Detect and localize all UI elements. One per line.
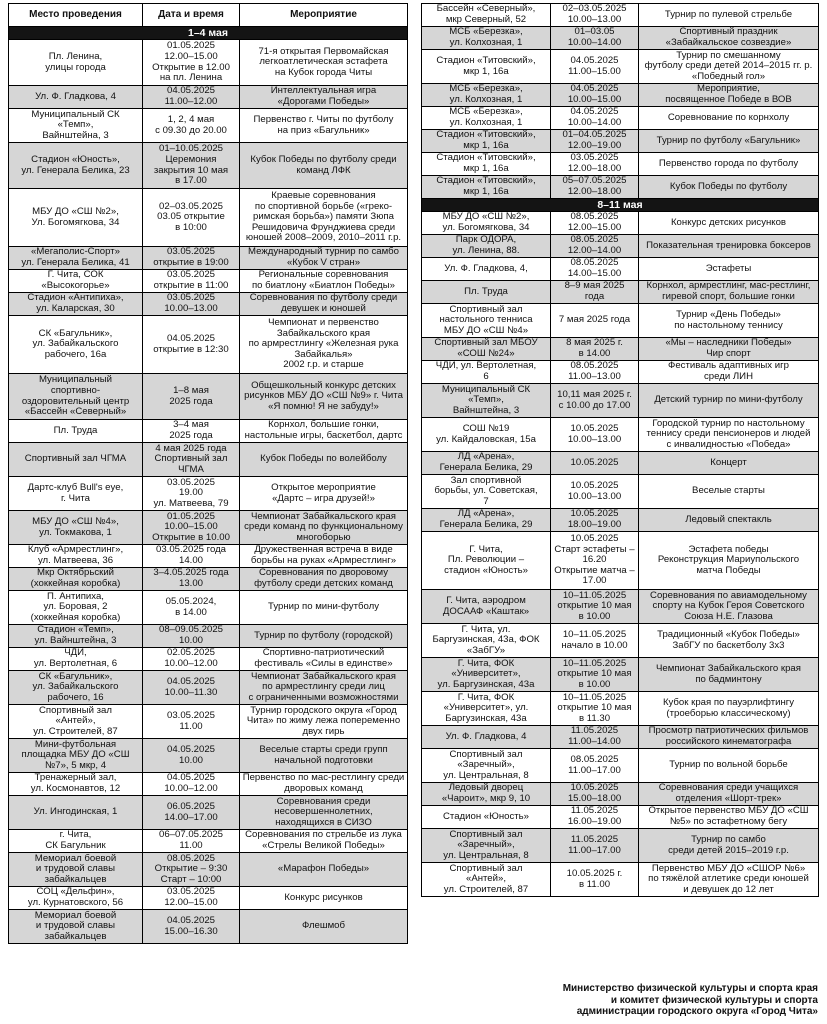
table-row bbox=[9, 143, 408, 189]
cell-place: СК «Багульник», ул. Забайкальского рабочего, 16 bbox=[9, 671, 143, 705]
cell-date: 10.05.2025 18.00–19.00 bbox=[551, 509, 639, 532]
cell-date: 04.05.2025 10.00–14.00 bbox=[551, 107, 639, 130]
cell-date: 04.05.2025 10.00 bbox=[143, 739, 240, 773]
cell-event: Первенство МБУ ДО «СШОР №6» по тяжёлой атлетике среди юношей и девушек до 12 лет bbox=[639, 863, 819, 897]
cell-date: 01.05.2025 10.00–15.00 Открытие в 10.00 bbox=[143, 511, 240, 545]
cell-event: Открытое первенство МБУ ДО «СШ №5» по эстафетному бегу bbox=[639, 806, 819, 829]
table-row bbox=[422, 50, 819, 84]
cell-place: Г. Чита, ФОК «Университет», ул. Баргузинская, 43а bbox=[422, 692, 551, 726]
cell-place: Стадион «Титовский», мкр 1, 16а bbox=[422, 176, 551, 199]
cell-event: Чемпионат Забайкальского края по армрестлингу среди лиц с ограниченными возможностями bbox=[240, 671, 408, 705]
cell-event: Мероприятие, посвященное Победе в ВОВ bbox=[639, 84, 819, 107]
cell-date: 04.05.2025 открытие в 12:30 bbox=[143, 316, 240, 374]
cell-event: Показательная тренировка боксеров bbox=[639, 235, 819, 258]
schedule-column-right bbox=[421, 3, 818, 897]
cell-date: 10,11 мая 2025 г. с 10.00 до 17.00 bbox=[551, 384, 639, 418]
cell-place: г. Чита, СК Багульник bbox=[9, 830, 143, 853]
cell-date: 01–04.05.2025 12.00–19.00 bbox=[551, 130, 639, 153]
cell-date: 05.05.2024, в 14.00 bbox=[143, 591, 240, 625]
cell-date: 10–11.05.2025 открытие 10 мая в 11.30 bbox=[551, 692, 639, 726]
cell-date: 10.05.2025 10.00–13.00 bbox=[551, 475, 639, 509]
cell-place: МСБ «Березка», ул. Колхозная, 1 bbox=[422, 27, 551, 50]
cell-date: 3–4.05.2025 года 13.00 bbox=[143, 568, 240, 591]
cell-date: 10.05.2025 г. в 11.00 bbox=[551, 863, 639, 897]
cell-date: 03.05.2025 года 14.00 bbox=[143, 545, 240, 568]
cell-event: Соревнования по стрельбе из лука «Стрелы Великой Победы» bbox=[240, 830, 408, 853]
table-row bbox=[9, 648, 408, 671]
cell-event: Общешкольный конкурс детских рисунков МБУ ДО «СШ №9» г. Чита «Я помню! Я не забуду!» bbox=[240, 374, 408, 420]
cell-event: Турнир городского округа «Город Чита» по жиму лежа попеременно двух гирь bbox=[240, 705, 408, 739]
cell-date: 01.05.2025 12.00–15.00 Открытие в 12.00 на пл. Ленина bbox=[143, 40, 240, 86]
cell-event: Кубок Победы по волейболу bbox=[240, 443, 408, 477]
cell-place: Г. Чита, Пл. Революции – стадион «Юность» bbox=[422, 532, 551, 590]
header-date: Дата и время bbox=[143, 4, 240, 27]
table-row bbox=[422, 783, 819, 806]
table-row bbox=[422, 806, 819, 829]
cell-place: Пл. Ленина, улицы города bbox=[9, 40, 143, 86]
cell-date: 1–8 мая 2025 года bbox=[143, 374, 240, 420]
table-row bbox=[422, 361, 819, 384]
cell-event: Чемпионат и первенство Забайкальского края по армрестлингу «Железная рука Забайкалья» 2002 г.р. и старше bbox=[240, 316, 408, 374]
cell-place: Мемориал боевой и трудовой славы забайкальцев bbox=[9, 853, 143, 887]
table-row bbox=[422, 84, 819, 107]
cell-place: ЛД «Арена», Генерала Белика, 29 bbox=[422, 509, 551, 532]
cell-place: СОШ №19 ул. Кайдаловская, 15а bbox=[422, 418, 551, 452]
cell-event: Конкурс детских рисунков bbox=[639, 212, 819, 235]
table-row bbox=[422, 176, 819, 199]
table-row bbox=[422, 212, 819, 235]
schedule-body-right bbox=[422, 4, 819, 897]
cell-event: «Марафон Победы» bbox=[240, 853, 408, 887]
cell-place: Тренажерный зал, ул. Космонавтов, 12 bbox=[9, 773, 143, 796]
table-row bbox=[9, 247, 408, 270]
cell-event: Корнхол, большие гонки, настольные игры, баскетбол, дартс bbox=[240, 420, 408, 443]
cell-place: Ул. Ф. Гладкова, 4 bbox=[422, 726, 551, 749]
cell-date: 08.05.2025 11.00–17.00 bbox=[551, 749, 639, 783]
cell-event: Соревнования по авиамодельному спорту на Кубок Героя Советского Союза Н.Е. Глазова bbox=[639, 590, 819, 624]
cell-date: 04.05.2025 11.00–12.00 bbox=[143, 86, 240, 109]
cell-event: Спортивно-патриотический фестиваль «Силы в единстве» bbox=[240, 648, 408, 671]
cell-place: Стадион «Юность» bbox=[422, 806, 551, 829]
cell-event: Турнир по мини-футболу bbox=[240, 591, 408, 625]
cell-event: Чемпионат Забайкальского края среди команд по функциональному многоборью bbox=[240, 511, 408, 545]
table-row bbox=[422, 418, 819, 452]
cell-event: Первенство г. Читы по футболу на приз «Багульник» bbox=[240, 109, 408, 143]
cell-date: 03.05.2025 12.00–18.00 bbox=[551, 153, 639, 176]
cell-date: 03.05.2025 открытие в 19:00 bbox=[143, 247, 240, 270]
cell-event: Турнир по смешанному футболу среди детей 2014–2015 гг. р. «Победный гол» bbox=[639, 50, 819, 84]
cell-place: Г. Чита, ФОК «Университет», ул. Баргузинская, 43а bbox=[422, 658, 551, 692]
cell-place: ЧДИ, ул. Вертолетная, 6 bbox=[9, 648, 143, 671]
table-row bbox=[422, 452, 819, 475]
cell-event: 71-я открытая Первомайская легкоатлетическая эстафета на Кубок города Читы bbox=[240, 40, 408, 86]
table-row bbox=[9, 796, 408, 830]
schedule-body-left bbox=[9, 27, 408, 944]
cell-event: Соревнования по футболу среди девушек и юношей bbox=[240, 293, 408, 316]
cell-date: 08.05.2025 11.00–13.00 bbox=[551, 361, 639, 384]
cell-place: Г. Чита, СОК «Высокогорье» bbox=[9, 270, 143, 293]
cell-event: Традиционный «Кубок Победы» ЗабГУ по баскетболу 3х3 bbox=[639, 624, 819, 658]
table-row bbox=[9, 671, 408, 705]
table-row bbox=[9, 189, 408, 247]
cell-event: Веселые старты среди групп начальной подготовки bbox=[240, 739, 408, 773]
cell-place: СК «Багульник», ул. Забайкальского рабочего, 16а bbox=[9, 316, 143, 374]
cell-event: Интеллектуальная игра «Дорогами Победы» bbox=[240, 86, 408, 109]
table-row bbox=[9, 477, 408, 511]
cell-place: Стадион «Юность», ул. Генерала Белика, 23 bbox=[9, 143, 143, 189]
cell-place: Спортивный зал ЧГМА bbox=[9, 443, 143, 477]
cell-date: 02.05.2025 10.00–12.00 bbox=[143, 648, 240, 671]
cell-event: Веселые старты bbox=[639, 475, 819, 509]
table-row bbox=[422, 4, 819, 27]
cell-place: МБУ ДО «СШ №4», ул. Токмакова, 1 bbox=[9, 511, 143, 545]
cell-place: Г. Чита, ул. Баргузинская, 43а, ФОК «ЗабГУ» bbox=[422, 624, 551, 658]
cell-date: 10–11.05.2025 начало в 10.00 bbox=[551, 624, 639, 658]
cell-event: Кубок края по пауэрлифтингу (троеборью классическому) bbox=[639, 692, 819, 726]
table-row bbox=[422, 863, 819, 897]
cell-place: Спортивный зал «Антей», ул. Строителей, 87 bbox=[422, 863, 551, 897]
table-row bbox=[9, 316, 408, 374]
cell-event: Концерт bbox=[639, 452, 819, 475]
cell-event: Ледовый спектакль bbox=[639, 509, 819, 532]
cell-place: Стадион «Антипиха», ул. Каларская, 30 bbox=[9, 293, 143, 316]
cell-place: ЛД «Арена», Генерала Белика, 29 bbox=[422, 452, 551, 475]
table-row bbox=[9, 511, 408, 545]
cell-date: 08–09.05.2025 10.00 bbox=[143, 625, 240, 648]
cell-place: Мини-футбольная площадка МБУ ДО «СШ №7», 5 мкр, 4 bbox=[9, 739, 143, 773]
cell-event: Первенство города по футболу bbox=[639, 153, 819, 176]
cell-event: Дружественная встреча в виде борьбы на руках «Армрестлинг» bbox=[240, 545, 408, 568]
cell-date: 08.05.2025 12.00–15.00 bbox=[551, 212, 639, 235]
cell-place: Ул. Ф. Гладкова, 4 bbox=[9, 86, 143, 109]
cell-event: Кубок Победы по футболу среди команд ЛФК bbox=[240, 143, 408, 189]
cell-date: 03.05.2025 10.00–13.00 bbox=[143, 293, 240, 316]
cell-date: 11.05.2025 11.00–17.00 bbox=[551, 829, 639, 863]
table-row bbox=[9, 443, 408, 477]
cell-place: Стадион «Титовский», мкр 1, 16а bbox=[422, 153, 551, 176]
cell-place: Спортивный зал «Антей», ул. Строителей, 87 bbox=[9, 705, 143, 739]
cell-place: Мкр Октябрьский (хоккейная коробка) bbox=[9, 568, 143, 591]
cell-event: Соревнования среди несовершеннолетних, находящихся в СИЗО bbox=[240, 796, 408, 830]
cell-place: Ул. Ф. Гладкова, 4, bbox=[422, 258, 551, 281]
cell-place: МБУ ДО «СШ №2», ул. Богомягкова, 34 bbox=[422, 212, 551, 235]
cell-place: Пл. Труда bbox=[9, 420, 143, 443]
table-row bbox=[9, 86, 408, 109]
cell-event: Краевые соревнования по спортивной борьбе («греко- римская борьба») памяти Зюпа Решидовича Фрунджиева среди юношей 2008–2009, 2010–2011 г.р. bbox=[240, 189, 408, 247]
cell-place: МСБ «Березка», ул. Колхозная, 1 bbox=[422, 84, 551, 107]
cell-event: Турнир по пулевой стрельбе bbox=[639, 4, 819, 27]
table-row bbox=[422, 153, 819, 176]
cell-date: 04.05.2025 15.00–16.30 bbox=[143, 910, 240, 944]
cell-event: Открытое мероприятие «Дартс – игра друзей!» bbox=[240, 477, 408, 511]
table-row bbox=[422, 27, 819, 50]
cell-date: 06.05.2025 14.00–17.00 bbox=[143, 796, 240, 830]
cell-date: 11.05.2025 16.00–19.00 bbox=[551, 806, 639, 829]
cell-place: ЧДИ, ул. Вертолетная, 6 bbox=[422, 361, 551, 384]
table-row bbox=[422, 829, 819, 863]
cell-date: 08.05.2025 Открытие – 9:30 Старт – 10:00 bbox=[143, 853, 240, 887]
cell-place: Бассейн «Северный», мкр Северный, 52 bbox=[422, 4, 551, 27]
cell-event: Кубок Победы по футболу bbox=[639, 176, 819, 199]
cell-place: Стадион «Титовский», мкр 1, 16а bbox=[422, 130, 551, 153]
cell-place: Г. Чита, аэродром ДОСААФ «Каштак» bbox=[422, 590, 551, 624]
table-row bbox=[9, 591, 408, 625]
cell-event: Чемпионат Забайкальского края по бадминтону bbox=[639, 658, 819, 692]
cell-place: Муниципальный СК «Темп», Вайнштейна, 3 bbox=[422, 384, 551, 418]
table-row bbox=[9, 40, 408, 86]
table-row bbox=[9, 773, 408, 796]
cell-place: МБУ ДО «СШ №2», Ул. Богомягкова, 34 bbox=[9, 189, 143, 247]
cell-date: 7 мая 2025 года bbox=[551, 304, 639, 338]
cell-date: 10.05.2025 Старт эстафеты – 16.20 Открытие матча – 17.00 bbox=[551, 532, 639, 590]
cell-event: Эстафета победы Реконструкция Мариупольского матча Победы bbox=[639, 532, 819, 590]
table-row bbox=[9, 270, 408, 293]
cell-date: 05–07.05.2025 12.00–18.00 bbox=[551, 176, 639, 199]
cell-date: 11.05.2025 11.00–14.00 bbox=[551, 726, 639, 749]
table-header-row bbox=[9, 4, 408, 27]
table-row bbox=[422, 107, 819, 130]
cell-date: 10.05.2025 10.00–13.00 bbox=[551, 418, 639, 452]
table-row bbox=[9, 568, 408, 591]
cell-date: 08.05.2025 12.00–14.00 bbox=[551, 235, 639, 258]
cell-date: 04.05.2025 10.00–11.30 bbox=[143, 671, 240, 705]
table-row bbox=[422, 692, 819, 726]
cell-date: 3–4 мая 2025 года bbox=[143, 420, 240, 443]
cell-place: Спортивный зал «Заречный», ул. Центральная, 8 bbox=[422, 829, 551, 863]
cell-place: Муниципальный СК «Темп», Вайнштейна, 3 bbox=[9, 109, 143, 143]
cell-event: Эстафеты bbox=[639, 258, 819, 281]
cell-event: Соревнования по дворовому футболу среди детских команд bbox=[240, 568, 408, 591]
cell-event: Турнир по самбо среди детей 2015–2019 г.р. bbox=[639, 829, 819, 863]
table-row bbox=[422, 658, 819, 692]
cell-place: Стадион «Темп», ул. Вайнштейна, 3 bbox=[9, 625, 143, 648]
cell-place: Спортивный зал настольного тенниса МБУ ДО «СШ №4» bbox=[422, 304, 551, 338]
cell-place: П. Антипиха, ул. Боровая, 2 (хоккейная коробка) bbox=[9, 591, 143, 625]
table-row bbox=[9, 293, 408, 316]
table-row bbox=[422, 749, 819, 783]
cell-place: Мемориал боевой и трудовой славы забайкальцев bbox=[9, 910, 143, 944]
table-row bbox=[9, 830, 408, 853]
cell-place: Пл. Труда bbox=[422, 281, 551, 304]
cell-event: Городской турнир по настольному теннису среди пенсионеров и людей с инвалидностью «Победа» bbox=[639, 418, 819, 452]
cell-event: «Мы – наследники Победы» Чир спорт bbox=[639, 338, 819, 361]
table-row bbox=[422, 726, 819, 749]
schedule-table-left bbox=[8, 3, 408, 944]
section-header-row bbox=[9, 27, 408, 40]
cell-date: 8–9 мая 2025 года bbox=[551, 281, 639, 304]
section-header-row bbox=[422, 199, 819, 212]
cell-event: Региональные соревнования по биатлону «Биатлон Победы» bbox=[240, 270, 408, 293]
cell-place: Спортивный зал «Заречный», ул. Центральная, 8 bbox=[422, 749, 551, 783]
cell-date: 06–07.05.2025 11.00 bbox=[143, 830, 240, 853]
table-row bbox=[9, 374, 408, 420]
cell-place: «Мегаполис-Спорт» ул. Генерала Белика, 41 bbox=[9, 247, 143, 270]
header-place: Место проведения bbox=[9, 4, 143, 27]
table-row bbox=[9, 705, 408, 739]
cell-place: Ледовый дворец «Чароит», мкр 9, 10 bbox=[422, 783, 551, 806]
table-row bbox=[422, 304, 819, 338]
schedule-table-right bbox=[421, 3, 819, 897]
header-event: Мероприятие bbox=[240, 4, 408, 27]
cell-date: 10–11.05.2025 открытие 10 мая в 10.00 bbox=[551, 590, 639, 624]
cell-date: 01–10.05.2025 Церемония закрытия 10 мая в 17.00 bbox=[143, 143, 240, 189]
cell-place: Клуб «Армрестлинг», ул. Матвеева, 36 bbox=[9, 545, 143, 568]
cell-event: Международный турнир по самбо «Кубок V стран» bbox=[240, 247, 408, 270]
cell-event: Флешмоб bbox=[240, 910, 408, 944]
table-row bbox=[9, 887, 408, 910]
cell-date: 03.05.2025 12.00–15.00 bbox=[143, 887, 240, 910]
cell-date: 01–03.05 10.00–14.00 bbox=[551, 27, 639, 50]
table-row bbox=[9, 853, 408, 887]
cell-date: 10–11.05.2025 открытие 10 мая в 10.00 bbox=[551, 658, 639, 692]
cell-place: СОЦ «Дельфин», ул. Курнатовского, 56 bbox=[9, 887, 143, 910]
cell-place: Спортивный зал МБОУ «СОШ №24» bbox=[422, 338, 551, 361]
cell-place: Парк ОДОРА, ул. Ленина, 88. bbox=[422, 235, 551, 258]
cell-date: 8 мая 2025 г. в 14.00 bbox=[551, 338, 639, 361]
organizer-credit: Министерство физической культуры и спорта края и комитет физической культуры и спорта администрации городского округа «Город Чита» bbox=[562, 983, 818, 1017]
cell-date: 03.05.2025 11.00 bbox=[143, 705, 240, 739]
section-title: 8–11 мая bbox=[422, 199, 819, 212]
schedule-column-left bbox=[8, 3, 407, 944]
cell-event: Турнир по вольной борьбе bbox=[639, 749, 819, 783]
cell-event: Корнхол, армрестлинг, мас-рестлинг, гиревой спорт, большие гонки bbox=[639, 281, 819, 304]
table-row bbox=[422, 281, 819, 304]
cell-date: 04.05.2025 10.00–15.00 bbox=[551, 84, 639, 107]
cell-date: 10.05.2025 bbox=[551, 452, 639, 475]
table-row bbox=[422, 130, 819, 153]
cell-event: Первенство по мас-рестлингу среди дворовых команд bbox=[240, 773, 408, 796]
cell-date: 04.05.2025 10.00–12.00 bbox=[143, 773, 240, 796]
cell-event: Детский турнир по мини-футболу bbox=[639, 384, 819, 418]
cell-event: Фестиваль адаптивных игр среди ЛИН bbox=[639, 361, 819, 384]
table-row bbox=[422, 384, 819, 418]
cell-event: Просмотр патриотических фильмов российского кинематографа bbox=[639, 726, 819, 749]
table-row bbox=[9, 625, 408, 648]
cell-date: 10.05.2025 15.00–18.00 bbox=[551, 783, 639, 806]
cell-place: Дартс-клуб Bull's eye, г. Чита bbox=[9, 477, 143, 511]
table-row bbox=[9, 545, 408, 568]
cell-date: 08.05.2025 14.00–15.00 bbox=[551, 258, 639, 281]
cell-event: Турнир по футболу (городской) bbox=[240, 625, 408, 648]
cell-event: Турнир по футболу «Багульник» bbox=[639, 130, 819, 153]
cell-date: 4 мая 2025 года Спортивный зал ЧГМА bbox=[143, 443, 240, 477]
cell-event: Соревнование по корнхолу bbox=[639, 107, 819, 130]
table-row bbox=[422, 509, 819, 532]
cell-date: 03.05.2025 19.00 ул. Матвеева, 79 bbox=[143, 477, 240, 511]
cell-place: Зал спортивной борьбы, ул. Советская, 7 bbox=[422, 475, 551, 509]
cell-place: МСБ «Березка», ул. Колхозная, 1 bbox=[422, 107, 551, 130]
cell-date: 03.05.2025 открытие в 11:00 bbox=[143, 270, 240, 293]
table-row bbox=[422, 624, 819, 658]
table-row bbox=[9, 910, 408, 944]
cell-event: Соревнования среди учащихся отделения «Шорт-трек» bbox=[639, 783, 819, 806]
cell-place: Муниципальный спортивно- оздоровительный центр «Бассейн «Северный» bbox=[9, 374, 143, 420]
table-row bbox=[9, 739, 408, 773]
table-row bbox=[9, 420, 408, 443]
table-row bbox=[422, 258, 819, 281]
table-row bbox=[422, 590, 819, 624]
cell-place: Стадион «Титовский», мкр 1, 16а bbox=[422, 50, 551, 84]
cell-date: 02–03.05.2025 10.00–13.00 bbox=[551, 4, 639, 27]
table-row bbox=[422, 235, 819, 258]
table-row bbox=[9, 109, 408, 143]
cell-event: Спортивный праздник «Забайкальское созвездие» bbox=[639, 27, 819, 50]
table-row bbox=[422, 532, 819, 590]
cell-date: 04.05.2025 11.00–15.00 bbox=[551, 50, 639, 84]
cell-place: Ул. Ингодинская, 1 bbox=[9, 796, 143, 830]
cell-date: 1, 2, 4 мая с 09.30 до 20.00 bbox=[143, 109, 240, 143]
cell-event: Конкурс рисунков bbox=[240, 887, 408, 910]
section-title: 1–4 мая bbox=[9, 27, 408, 40]
table-row bbox=[422, 475, 819, 509]
table-row bbox=[422, 338, 819, 361]
cell-event: Турнир «День Победы» по настольному теннису bbox=[639, 304, 819, 338]
cell-date: 02–03.05.2025 03.05 открытие в 10:00 bbox=[143, 189, 240, 247]
